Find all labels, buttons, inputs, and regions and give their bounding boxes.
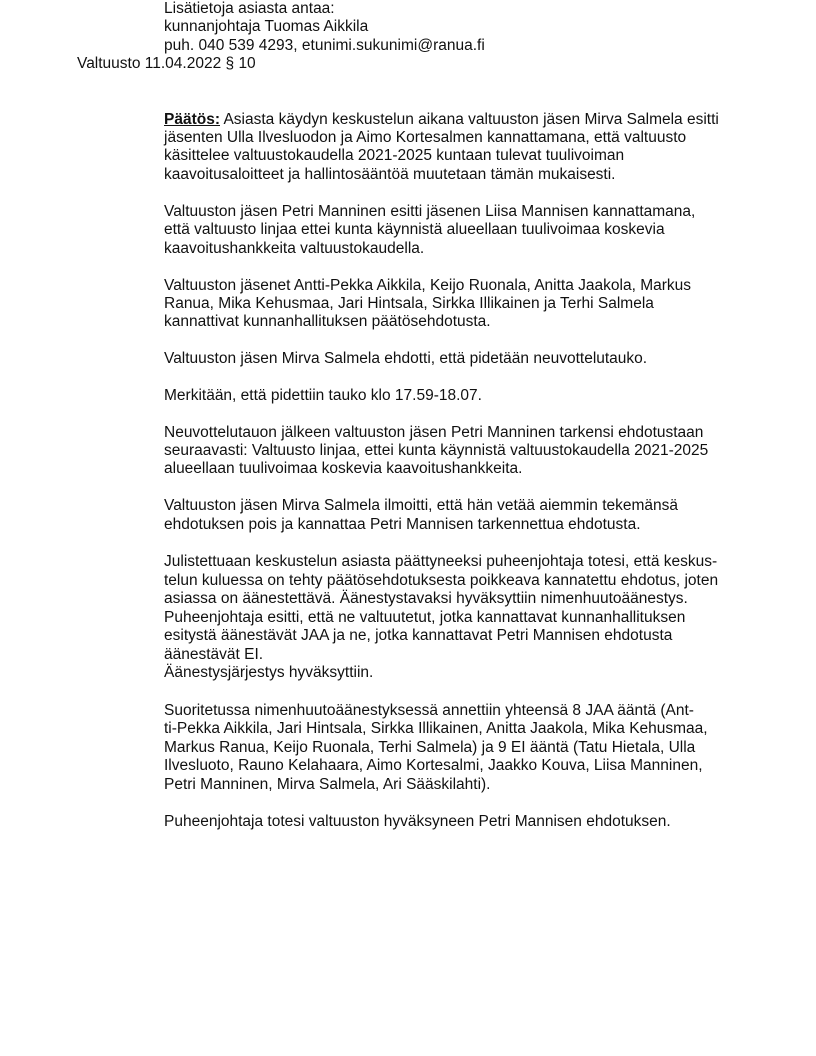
paragraph-line: Valtuuston jäsen Mirva Salmela ilmoitti, että hän vetää aiemmin tekemänsä [164, 497, 679, 514]
paragraph-line: esitystä äänestävät JAA ja ne, jotka kannattavat Petri Mannisen ehdotusta [164, 627, 673, 644]
paragraph-line: Puheenjohtaja esitti, että ne valtuutetut, jotka kannattavat kunnanhallituksen [164, 609, 686, 626]
paragraph-line: telun kuluessa on tehty päätösehdotuksesta poikkeava kannatettu ehdotus, joten [164, 572, 719, 589]
paragraph-line: Valtuuston jäsen Mirva Salmela ehdotti, että pidetään neuvottelutauko. [164, 350, 648, 367]
paragraph-line: jäsenten Ulla Ilvesluodon ja Aimo Kortesalmen kannattamana, että valtuusto [164, 129, 687, 146]
paragraph-line: ehdotuksen pois ja kannattaa Petri Mannisen tarkennettua ehdotusta. [164, 516, 641, 533]
decision-label: Päätös: [164, 111, 220, 128]
paragraph-line: kaavoitusaloitteet ja hallintosääntöä muutetaan tämän mukaisesti. [164, 166, 616, 183]
paragraph-line: Äänestysjärjestys hyväksyttiin. [164, 664, 374, 681]
paragraph-line: Julistettuaan keskustelun asiasta päättyneeksi puheenjohtaja totesi, että keskus- [164, 553, 718, 570]
paragraph-line: Valtuuston jäsen Petri Manninen esitti jäsenen Liisa Mannisen kannattamana, [164, 203, 696, 220]
paragraph-line [164, 111, 719, 129]
paragraph-line: Markus Ranua, Keijo Ruonala, Terhi Salmela) ja 9 EI ääntä (Tatu Hietala, Ulla [164, 739, 696, 756]
line-text: Asiasta käydyn keskustelun aikana valtuuston jäsen Mirva Salmela esitti [220, 111, 719, 128]
paragraph-line: Ilvesluoto, Rauno Kelahaara, Aimo Kortesalmi, Jaakko Kouva, Liisa Manninen, [164, 757, 703, 774]
contact-line: puh. 040 539 4293, etunimi.sukunimi@ranua.fi [164, 37, 485, 54]
paragraph-line: Petri Manninen, Mirva Salmela, Ari Sääskilahti). [164, 776, 491, 793]
meeting-header: Valtuusto 11.04.2022 § 10 [77, 55, 256, 72]
paragraph-line: kannattivat kunnanhallituksen päätösehdotusta. [164, 313, 491, 330]
contact-line: Lisätietoja asiasta antaa: [164, 0, 335, 17]
paragraph-line: seuraavasti: Valtuusto linjaa, ettei kunta käynnistä valtuustokaudella 2021-2025 [164, 442, 709, 459]
paragraph-line: kaavoitushankkeita valtuustokaudella. [164, 240, 425, 257]
paragraph-line: Neuvottelutauon jälkeen valtuuston jäsen Petri Manninen tarkensi ehdotustaan [164, 424, 704, 441]
paragraph-line: Puheenjohtaja totesi valtuuston hyväksyneen Petri Mannisen ehdotuksen. [164, 813, 671, 830]
paragraph-line: äänestävät EI. [164, 646, 264, 663]
paragraph-line: Suoritetussa nimenhuutoäänestyksessä annettiin yhteensä 8 JAA ääntä (Ant- [164, 702, 694, 719]
paragraph-line: käsittelee valtuustokaudella 2021-2025 kuntaan tulevat tuulivoiman [164, 147, 625, 164]
paragraph-line: Merkitään, että pidettiin tauko klo 17.59-18.07. [164, 387, 482, 404]
paragraph-line: Ranua, Mika Kehusmaa, Jari Hintsala, Sirkka Illikainen ja Terhi Salmela [164, 295, 654, 312]
paragraph-line: alueellaan tuulivoimaa koskevia kaavoitushankkeita. [164, 460, 523, 477]
paragraph-line: että valtuusto linjaa ettei kunta käynnistä alueellaan tuulivoimaa koskevia [164, 221, 665, 238]
contact-line: kunnanjohtaja Tuomas Aikkila [164, 18, 369, 35]
paragraph-line: ti-Pekka Aikkila, Jari Hintsala, Sirkka Illikainen, Anitta Jaakola, Mika Kehusmaa, [164, 720, 708, 737]
paragraph-line: asiassa on äänestettävä. Äänestystavaksi hyväksyttiin nimenhuutoäänestys. [164, 590, 688, 607]
paragraph-line: Valtuuston jäsenet Antti-Pekka Aikkila, Keijo Ruonala, Anitta Jaakola, Markus [164, 277, 692, 294]
